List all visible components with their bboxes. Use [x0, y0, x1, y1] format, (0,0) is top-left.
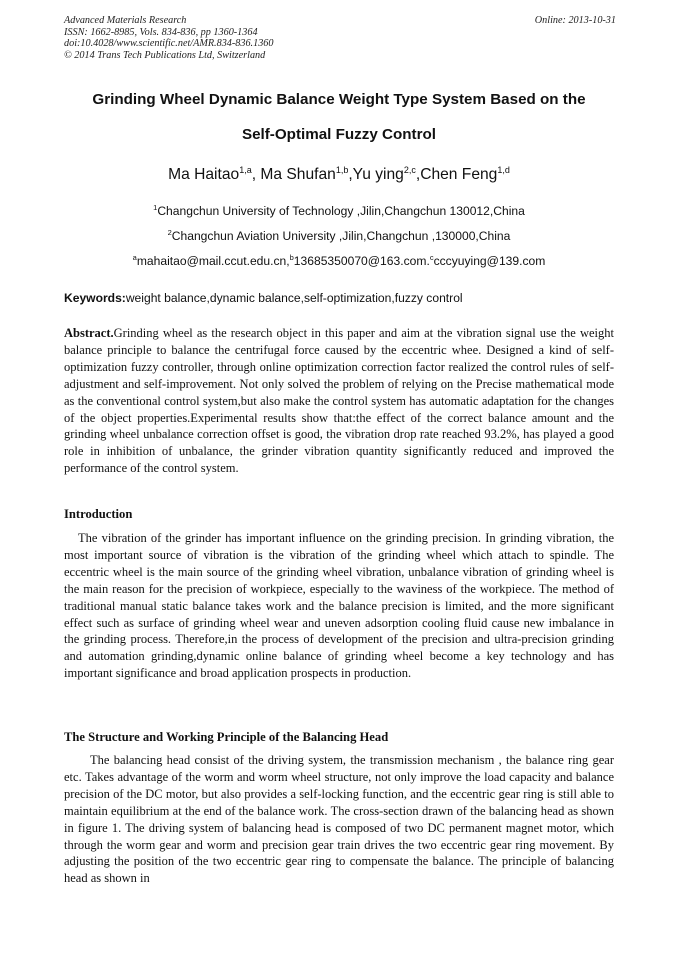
- author-list: [64, 166, 614, 184]
- author-sup: 1,a: [239, 165, 252, 175]
- paper-title-line-2: Self-Optimal Fuzzy Control: [241, 126, 437, 143]
- keywords: [64, 291, 616, 305]
- copyright-line: © 2014 Trans Tech Publications Ltd, Switzerland: [64, 49, 266, 61]
- author-sep: ,: [251, 166, 261, 183]
- journal-name: Advanced Materials Research: [64, 15, 187, 26]
- email-sup: a: [132, 253, 137, 262]
- author-sep: ,: [415, 166, 421, 183]
- issn-line: ISSN: 1662-8985, Vols. 834-836, pp 1360-1364: [64, 26, 258, 38]
- author-name: Chen Feng: [420, 166, 498, 183]
- author-name: Ma Shufan: [260, 166, 336, 183]
- journal-header: [64, 15, 616, 61]
- abstract-text: Grinding wheel as the research object in this paper and aim at the vibration signal use the weight balance principle to balance the centrifugal force caused by the eccentric whee. Designed a kind of self-optimization fuzzy controller, through online optimization correction factor realized the control rules of self-adjustment and self-improvement. Not only solved the problem of relying on the Precise mathematical mode as the conventional control system,but also make the control system has automatic adaptation for the changes of the object properties.Experimental results show that:the effect of the correct balance amount and the grinding wheel unbalance correction offset is good, the vibration drop rate reached 93.2%, has played a good role in inhibition of unbalance, the grinder vibration quantity significantly reduced and improved the performance of the control system.: [64, 326, 614, 476]
- affiliation-text: Changchun University of Technology ,Jilin,Changchun 130012,China: [157, 204, 525, 218]
- keywords-label: Keywords:: [64, 291, 126, 305]
- keywords-text: weight balance,dynamic balance,self-optimization,fuzzy control: [125, 291, 463, 305]
- affiliation-2: [64, 229, 614, 243]
- paper-title-line-1: Grinding Wheel Dynamic Balance Weight Type System Based on the: [92, 91, 586, 108]
- email-address[interactable]: mahaitao@mail.ccut.edu.cn,: [136, 254, 290, 268]
- email-line: [64, 254, 614, 268]
- author-name: Ma Haitao: [168, 166, 240, 183]
- abstract: [64, 325, 614, 477]
- abstract-label: Abstract.: [64, 326, 114, 340]
- section-heading-introduction: Introduction: [64, 507, 133, 521]
- affiliation-sup: 2: [167, 228, 172, 237]
- structure-paragraph: The balancing head consist of the driving system, the transmission mechanism , the balance ring gear etc. Takes advantage of the worm and worm wheel structure, not only improve the load capacity and balance precision of the DC motor, but also provides a self-locking function, and the eccentric gear ring is still able to maintain equilibrium at the end of the balance work. The cross-section drawn of the balancing head as shown in figure 1. The driving system of balancing head is composed of two DC permanent magnet motor, which through the worm gear and worm and precision gear train drives the two eccentric gear ring movement. By adjusting the position of the two eccentric gear ring to compensate the balance. The principle of balancing head as shown in: [64, 753, 614, 886]
- email-address[interactable]: 13685350070@163.com.: [293, 254, 430, 268]
- author-sup: 2,c: [403, 165, 416, 175]
- author-sup: 1,d: [497, 165, 510, 175]
- affiliation-sup: 1: [153, 203, 158, 212]
- email-sup: c: [429, 253, 434, 262]
- doi-line: doi:10.4028/www.scientific.net/AMR.834-836.1360: [64, 38, 274, 50]
- email-sup: b: [289, 253, 294, 262]
- introduction-paragraph: The vibration of the grinder has important influence on the grinding precision. In grinding vibration, the most important source of vibration is the vibration of the grinding wheel which attach to spindle. The eccentric wheel is the main source of the grinding wheel vibration, unbalance vibration of grinding wheel is the main reason for the precision of workpiece, especially to the waviness of the workpiece. The method of traditional manual static balance takes work and the balance precision is limited, and the more significant effect such as surface of grinding wheel wear and uneven adsorption cooling fluid cause new imbalance in the grinding process. Therefore,in the process of development of the precision and ultra-precision grinding and automation grinding,dynamic online balance of grinding wheel become a key technology and has important significance and broad application prospects in production.: [64, 531, 614, 681]
- author-sup: 1,b: [335, 165, 349, 175]
- online-date: Online: 2013-10-31: [534, 15, 616, 26]
- affiliation-text: Changchun Aviation University ,Jilin,Changchun ,130000,China: [171, 229, 511, 243]
- author-name: Yu ying: [352, 166, 404, 183]
- email-address[interactable]: cccyuying@139.com: [433, 254, 546, 268]
- section-heading-structure: The Structure and Working Principle of the Balancing Head: [64, 730, 389, 744]
- author-sep: ,: [348, 166, 353, 183]
- affiliation-1: [64, 204, 614, 218]
